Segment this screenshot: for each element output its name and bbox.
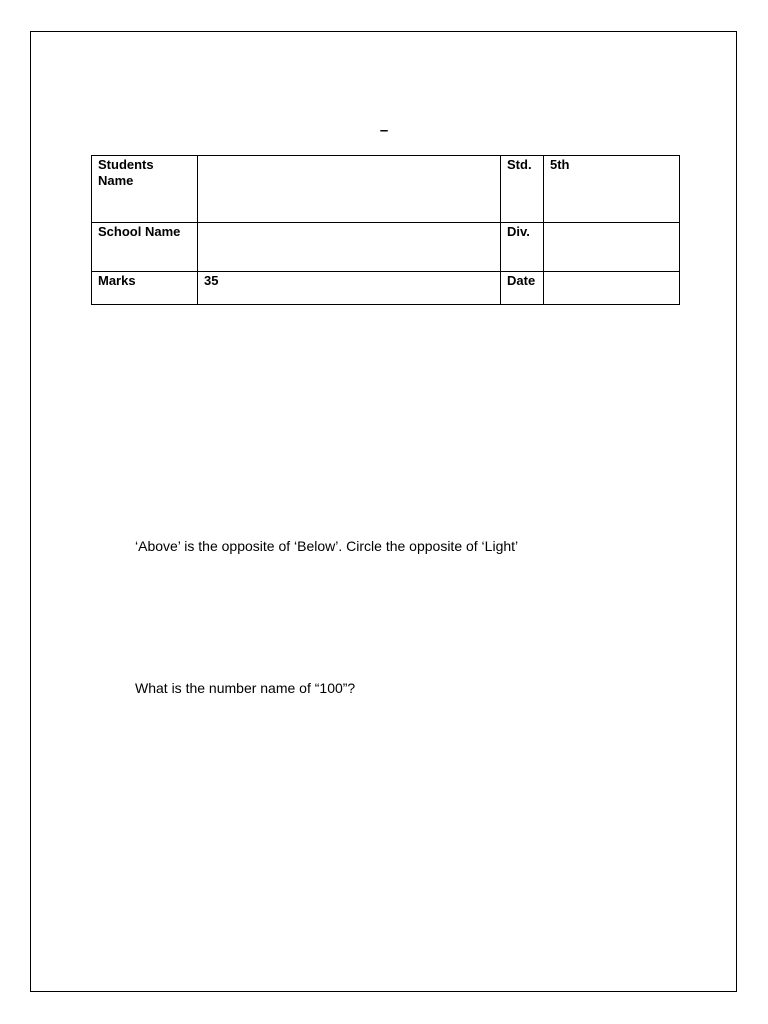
div-field[interactable] — [544, 223, 680, 272]
marks-value: 35 — [198, 272, 501, 305]
date-field[interactable] — [544, 272, 680, 305]
std-label: Std. — [501, 156, 544, 223]
div-label: Div. — [501, 223, 544, 272]
student-info-table — [91, 155, 680, 305]
table-row — [92, 223, 680, 272]
date-label: Date — [501, 272, 544, 305]
school-name-field[interactable] — [198, 223, 501, 272]
school-name-label: School Name — [92, 223, 198, 272]
question-opposite-light: ‘Above’ is the opposite of ‘Below’. Circle the opposite of ‘Light’ — [135, 538, 519, 554]
table-row — [92, 272, 680, 305]
page-title: – — [379, 122, 389, 139]
question-number-name: What is the number name of “100”? — [135, 680, 356, 696]
table-row — [92, 156, 680, 223]
students-name-field[interactable] — [198, 156, 501, 223]
marks-label: Marks — [92, 272, 198, 305]
std-value: 5th — [544, 156, 680, 223]
students-name-label: Students Name — [92, 156, 198, 223]
